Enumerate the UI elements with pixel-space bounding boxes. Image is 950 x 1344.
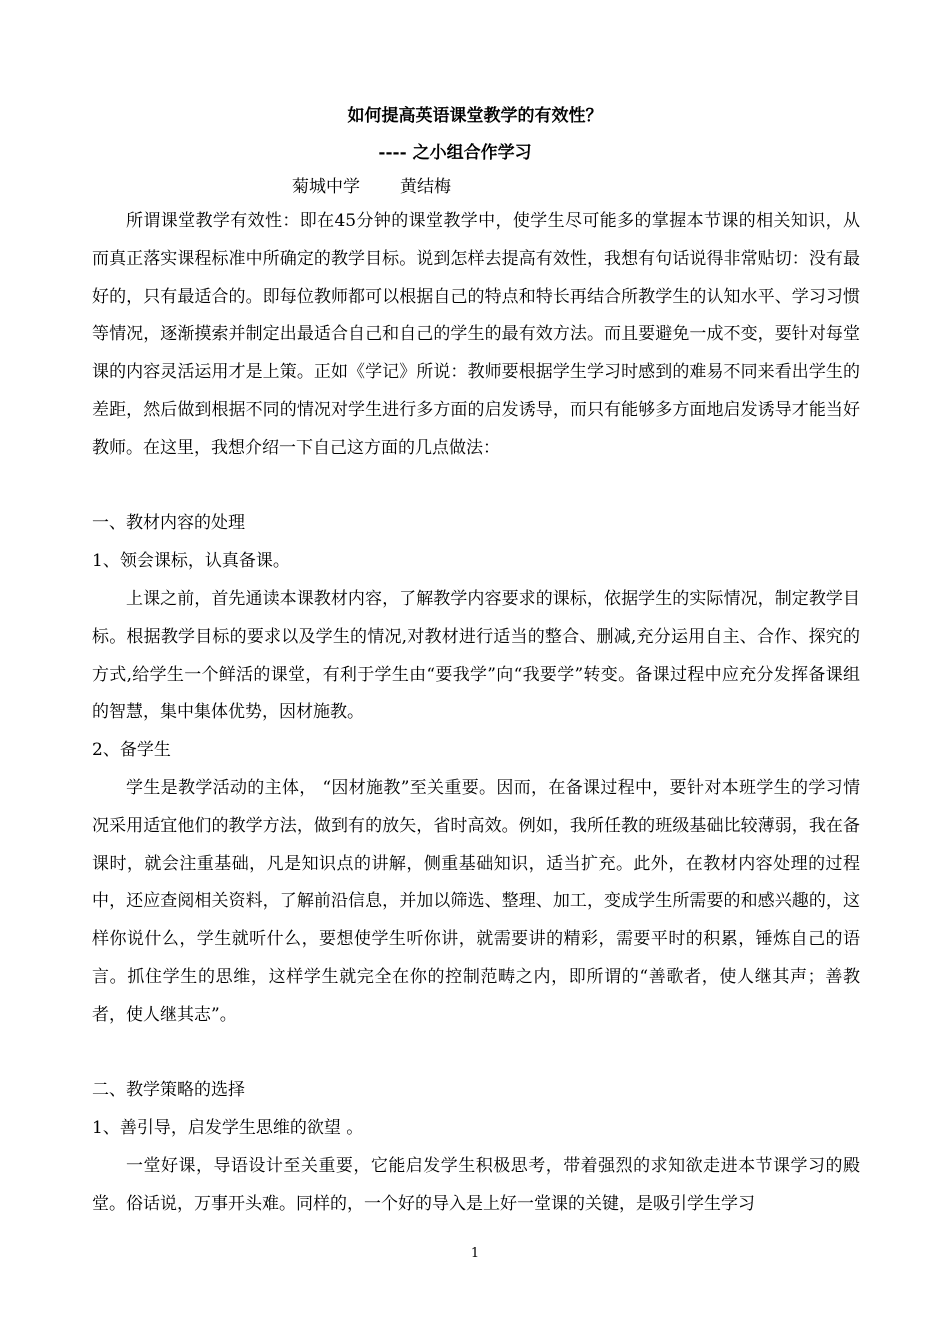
author-school: 菊城中学	[292, 177, 360, 197]
section1-sub2-heading: 2、备学生	[92, 740, 171, 761]
author-line	[292, 175, 451, 199]
blank-line	[92, 468, 860, 506]
document-subtitle: ---- 之小组合作学习	[378, 143, 532, 163]
section2-heading: 二、教学策略的选择	[92, 1080, 245, 1101]
blank-line	[92, 1035, 860, 1073]
document-title: 如何提高英语课堂教学的有效性？	[347, 106, 603, 126]
section1-sub1-paragraph: 上课之前，首先通读本课教材内容，了解教学内容要求的课标，依据学生的实际情况，制定教学目标。根据教学目标的要求以及学生的情况,对教材进行适当的整合、删减,充分运用自主、合作、探究的方式,给学生一个鲜活的课堂，有利于学生由“要我学”向“我要学”转变。备课过程中应充分发挥备课组的智慧，集中集体优势，因材施教。	[92, 588, 860, 723]
section2-sub1-paragraph: 一堂好课，导语设计至关重要，它能启发学生积极思考，带着强烈的求知欲走进本节课学习的殿堂。俗话说，万事开头难。同样的，一个好的导入是上好一堂课的关键，是吸引学生学习	[92, 1155, 860, 1214]
intro-paragraph: 所谓课堂教学有效性：即在45分钟的课堂教学中，使学生尽可能多的掌握本节课的相关知识，从而真正落实课程标准中所确定的教学目标。说到怎样去提高有效性，我想有句话说得非常贴切：没有最好的，只有最适合的。即每位教师都可以根据自己的特点和特长再结合所教学生的认知水平、学习习惯等情况，逐渐摸索并制定出最适合自己和自己的学生的最有效方法。而且要避免一成不变，要针对每堂课的内容灵活运用才是上策。正如《学记》所说：教师要根据学生学习时感到的难易不同来看出学生的差距，然后做到根据不同的情况对学生进行多方面的启发诱导，而只有能够多方面地启发诱导才能当好教师。在这里，我想介绍一下自己这方面的几点做法：	[92, 211, 860, 458]
section1-heading: 一、教材内容的处理	[92, 513, 245, 534]
section1-sub2-paragraph: 学生是教学活动的主体， “因材施教”至关重要。因而，在备课过程中，要针对本班学生的学习情况采用适宜他们的教学方法，做到有的放矢，省时高效。例如，我所任教的班级基础比较薄弱，我在备课时，就会注重基础，凡是知识点的讲解，侧重基础知识，适当扩充。此外，在教材内容处理的过程中，还应查阅相关资料，了解前沿信息，并加以筛选、整理、加工，变成学生所需要的和感兴趣的，这样你说什么，学生就听什么，要想使学生听你讲，就需要讲的精彩，需要平时的积累，锤炼自己的语言。抓住学生的思维，这样学生就完全在你的控制范畴之内，即所谓的“善歌者，使人继其声；善教者，使人继其志”。	[92, 777, 860, 1025]
author-name: 黄结梅	[400, 177, 451, 197]
section2-sub1-heading: 1、善引导，启发学生思维的欲望 。	[92, 1118, 364, 1139]
page-number: 1	[470, 1246, 480, 1261]
document-body	[92, 203, 860, 1224]
section1-sub1-heading: 1、领会课标，认真备课。	[92, 551, 290, 572]
